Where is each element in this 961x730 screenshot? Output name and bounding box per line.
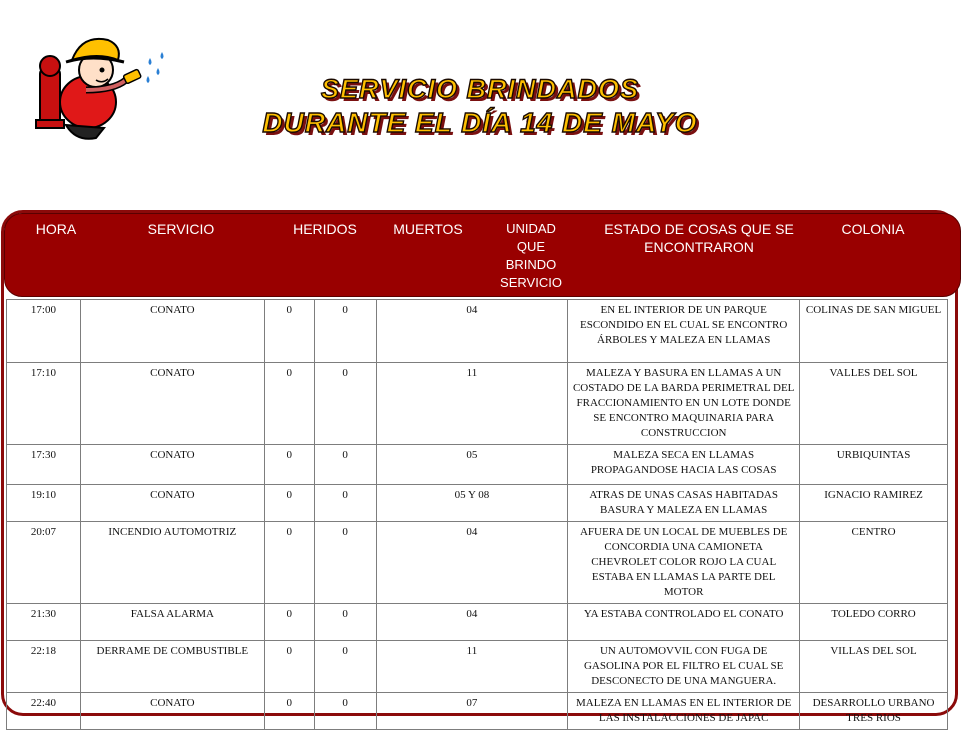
header-colonia: COLONIA xyxy=(841,221,905,237)
cell-heridos: 0 xyxy=(264,300,314,363)
cell-heridos: 0 xyxy=(264,363,314,445)
cell-unidad: 04 xyxy=(376,300,568,363)
header-heridos: HERIDOS xyxy=(293,221,357,237)
cell-hora: 17:10 xyxy=(7,363,81,445)
header-hora: HORA xyxy=(35,221,77,237)
cell-muertos: 0 xyxy=(314,363,376,445)
header-estado: ESTADO DE COSAS QUE SE ENCONTRARON xyxy=(604,221,794,255)
title-line-1: SERVICIO BRINDADOS xyxy=(320,74,640,104)
cell-hora: 19:10 xyxy=(7,485,81,522)
cell-colonia: VILLAS DEL SOL xyxy=(800,641,948,693)
cell-estado: MALEZA SECA EN LLAMAS PROPAGANDOSE HACIA LAS COSAS xyxy=(568,445,800,485)
cell-hora: 20:07 xyxy=(7,522,81,604)
cell-hora: 17:30 xyxy=(7,445,81,485)
table-row xyxy=(7,522,948,604)
cell-colonia: TOLEDO CORRO xyxy=(800,604,948,641)
cell-servicio: INCENDIO AUTOMOTRIZ xyxy=(80,522,264,604)
cell-estado: UN AUTOMOVVIL CON FUGA DE GASOLINA POR EL FILTRO EL CUAL SE DESCONECTO DE UNA MANGUERA. xyxy=(568,641,800,693)
header-unidad-l3: BRINDO xyxy=(505,257,557,272)
cell-heridos: 0 xyxy=(264,641,314,693)
cell-estado: AFUERA DE UN LOCAL DE MUEBLES DE CONCORDIA UNA CAMIONETA CHEVROLET COLOR ROJO LA CUAL ESTABA EN LLAMAS LA PARTE DEL MOTOR xyxy=(568,522,800,604)
header-unidad-l4: SERVICIO xyxy=(500,275,562,290)
header-unidad-l1: UNIDAD xyxy=(506,221,556,236)
cell-heridos: 0 xyxy=(264,485,314,522)
cell-muertos: 0 xyxy=(314,485,376,522)
cell-hora: 22:18 xyxy=(7,641,81,693)
cell-colonia: COLINAS DE SAN MIGUEL xyxy=(800,300,948,363)
cell-colonia: VALLES DEL SOL xyxy=(800,363,948,445)
cell-servicio: CONATO xyxy=(80,363,264,445)
header-servicio: SERVICIO xyxy=(147,221,215,237)
cell-estado: MALEZA Y BASURA EN LLAMAS A UN COSTADO DE LA BARDA PERIMETRAL DEL FRACCIONAMIENTO EN UN LOTE DONDE SE ENCONTRO MAQUINARIA PARA CONSTRUCCION xyxy=(568,363,800,445)
cell-estado: ATRAS DE UNAS CASAS HABITADAS BASURA Y MALEZA EN LLAMAS xyxy=(568,485,800,522)
table-row xyxy=(7,363,948,445)
firefighter-mascot-icon xyxy=(26,30,176,145)
page-title xyxy=(200,72,760,140)
cell-colonia: DESARROLLO URBANO TRES RIOS xyxy=(800,693,948,730)
table-row xyxy=(7,300,948,363)
cell-servicio: CONATO xyxy=(80,445,264,485)
cell-servicio: CONATO xyxy=(80,300,264,363)
cell-muertos: 0 xyxy=(314,522,376,604)
header-muertos: MUERTOS xyxy=(393,221,463,237)
header-unidad xyxy=(483,220,579,292)
cell-heridos: 0 xyxy=(264,522,314,604)
cell-hora: 17:00 xyxy=(7,300,81,363)
title-line-2: DURANTE EL DÍA 14 DE MAYO xyxy=(262,107,698,138)
services-table xyxy=(6,299,948,730)
cell-estado: EN EL INTERIOR DE UN PARQUE ESCONDIDO EN EL CUAL SE ENCONTRO ÁRBOLES Y MALEZA EN LLAMAS xyxy=(568,300,800,363)
cell-heridos: 0 xyxy=(264,604,314,641)
cell-heridos: 0 xyxy=(264,693,314,730)
table-row xyxy=(7,641,948,693)
cell-muertos: 0 xyxy=(314,604,376,641)
cell-unidad: 07 xyxy=(376,693,568,730)
table-header xyxy=(4,213,961,297)
cell-unidad: 05 xyxy=(376,445,568,485)
cell-hora: 22:40 xyxy=(7,693,81,730)
cell-unidad: 04 xyxy=(376,522,568,604)
cell-muertos: 0 xyxy=(314,641,376,693)
cell-unidad: 04 xyxy=(376,604,568,641)
cell-colonia: URBIQUINTAS xyxy=(800,445,948,485)
cell-heridos: 0 xyxy=(264,445,314,485)
cell-unidad: 11 xyxy=(376,363,568,445)
cell-muertos: 0 xyxy=(314,445,376,485)
cell-servicio: CONATO xyxy=(80,693,264,730)
cell-unidad: 05 Y 08 xyxy=(376,485,568,522)
cell-servicio: DERRAME DE COMBUSTIBLE xyxy=(80,641,264,693)
table-row xyxy=(7,604,948,641)
cell-estado: MALEZA EN LLAMAS EN EL INTERIOR DE LAS INSTALACCIONES DE JAPAC xyxy=(568,693,800,730)
cell-colonia: IGNACIO RAMIREZ xyxy=(800,485,948,522)
cell-servicio: FALSA ALARMA xyxy=(80,604,264,641)
header-unidad-l2: QUE xyxy=(516,239,546,254)
cell-muertos: 0 xyxy=(314,693,376,730)
table-row xyxy=(7,693,948,730)
cell-estado: YA ESTABA CONTROLADO EL CONATO xyxy=(568,604,800,641)
cell-muertos: 0 xyxy=(314,300,376,363)
table-row xyxy=(7,485,948,522)
cell-colonia: CENTRO xyxy=(800,522,948,604)
services-panel xyxy=(1,210,958,724)
table-row xyxy=(7,445,948,485)
cell-hora: 21:30 xyxy=(7,604,81,641)
cell-servicio: CONATO xyxy=(80,485,264,522)
cell-unidad: 11 xyxy=(376,641,568,693)
